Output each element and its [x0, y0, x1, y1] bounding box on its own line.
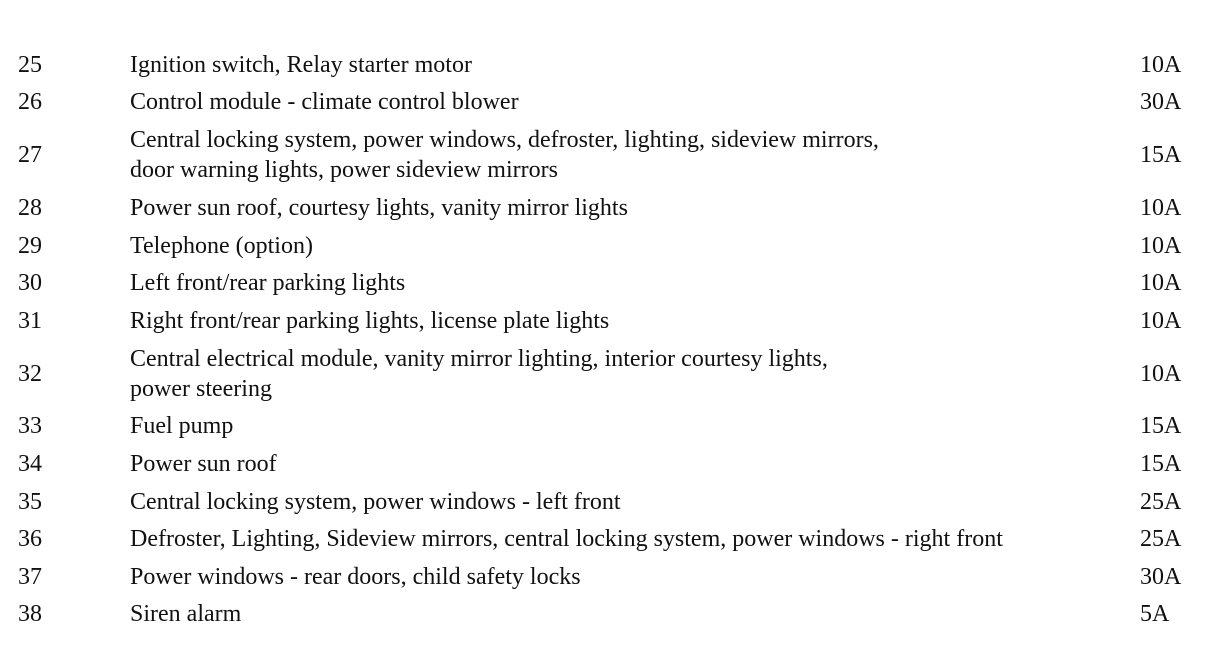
table-row: [0, 121, 1229, 189]
fuse-description-line: power steering: [130, 375, 272, 402]
fuse-description-line: Control module - climate control blower: [130, 89, 519, 116]
fuse-number: 36: [18, 526, 42, 553]
fuse-number: 30: [18, 270, 42, 297]
fuse-description: [130, 268, 1140, 298]
fuse-description-line: Fuel pump: [130, 413, 234, 440]
fuse-description-line: Central locking system, power windows - left front: [130, 488, 621, 515]
table-row: [0, 408, 1229, 446]
table-row: [0, 46, 1229, 84]
fuse-description-line: Ignition switch, Relay starter motor: [130, 51, 472, 78]
fuse-description-line: door warning lights, power sideview mirrors: [130, 157, 558, 184]
fuse-description-line: Power sun roof: [130, 450, 277, 477]
fuse-number: 35: [18, 488, 42, 515]
fuse-description: [130, 487, 1140, 517]
fuse-description: [130, 562, 1140, 592]
fuse-description: [130, 50, 1140, 80]
fuse-number: 29: [18, 232, 42, 259]
fuse-number: 33: [18, 413, 42, 440]
fuse-number: 32: [18, 360, 42, 387]
fuse-description-line: Central electrical module, vanity mirror lighting, interior courtesy lights,: [130, 345, 828, 372]
fuse-description-line: Left front/rear parking lights: [130, 270, 406, 297]
table-row: [0, 520, 1229, 558]
fuse-description-line: Telephone (option): [130, 232, 313, 259]
fuse-description: [130, 125, 1140, 185]
fuse-description: [130, 599, 1140, 629]
table-row: [0, 264, 1229, 302]
fuse-rating: 10A: [1140, 270, 1182, 297]
fuse-rating: 10A: [1140, 232, 1182, 259]
table-row: [0, 445, 1229, 483]
fuse-number: 37: [18, 563, 42, 590]
fuse-rating: 10A: [1140, 360, 1182, 387]
table-row: [0, 596, 1229, 634]
fuse-rating: 15A: [1140, 142, 1182, 169]
fuse-rating: 10A: [1140, 194, 1182, 221]
fuse-number: 25: [18, 51, 42, 78]
fuse-rating: 15A: [1140, 450, 1182, 477]
fuse-number: 31: [18, 307, 42, 334]
table-row: [0, 227, 1229, 265]
fuse-description: [130, 524, 1140, 554]
fuse-description: [130, 344, 1140, 404]
fuse-rating: 15A: [1140, 413, 1182, 440]
fuse-description: [130, 87, 1140, 117]
fuse-rating: 5A: [1140, 601, 1170, 628]
fuse-description-line: Defroster, Lighting, Sideview mirrors, central locking system, power windows - right front: [130, 526, 1003, 553]
fuse-rating: 30A: [1140, 89, 1182, 116]
fuse-description: [130, 231, 1140, 261]
fuse-number: 28: [18, 194, 42, 221]
table-row: [0, 84, 1229, 122]
fuse-number: 34: [18, 450, 42, 477]
fuse-description-line: Central locking system, power windows, defroster, lighting, sideview mirrors,: [130, 127, 879, 154]
fuse-table: [0, 46, 1229, 633]
table-row: [0, 189, 1229, 227]
table-row: [0, 483, 1229, 521]
fuse-number: 38: [18, 601, 42, 628]
fuse-rating: 10A: [1140, 307, 1182, 334]
fuse-number: 27: [18, 142, 42, 169]
fuse-number: 26: [18, 89, 42, 116]
fuse-description: [130, 193, 1140, 223]
fuse-description-line: Right front/rear parking lights, license plate lights: [130, 307, 610, 334]
fuse-description: [130, 411, 1140, 441]
fuse-description-line: Siren alarm: [130, 601, 242, 628]
fuse-description-line: Power sun roof, courtesy lights, vanity mirror lights: [130, 194, 628, 221]
table-row: [0, 302, 1229, 340]
fuse-rating: 10A: [1140, 51, 1182, 78]
fuse-rating: 25A: [1140, 526, 1182, 553]
fuse-description-line: Power windows - rear doors, child safety locks: [130, 563, 581, 590]
fuse-description: [130, 306, 1140, 336]
fuse-description: [130, 449, 1140, 479]
table-row: [0, 340, 1229, 408]
fuse-rating: 25A: [1140, 488, 1182, 515]
fuse-rating: 30A: [1140, 563, 1182, 590]
table-row: [0, 558, 1229, 596]
